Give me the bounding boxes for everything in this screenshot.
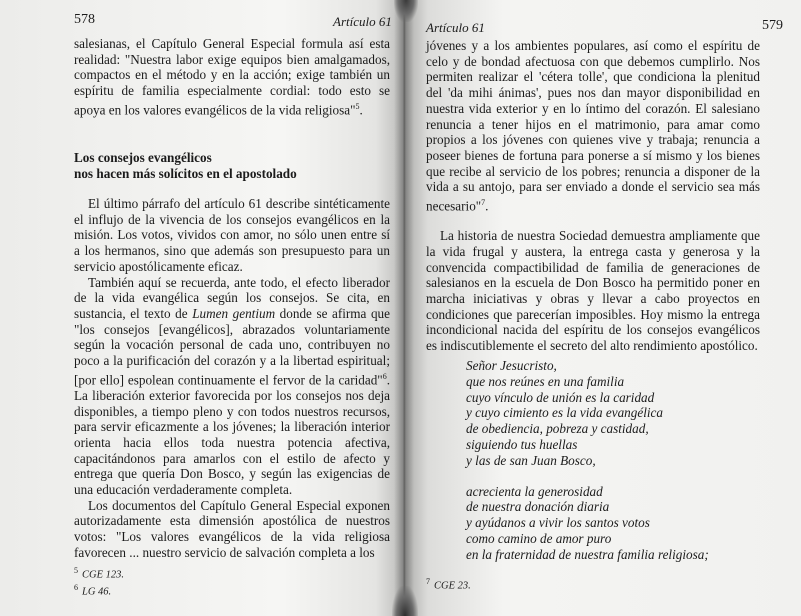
poem-line: Señor Jesucristo, xyxy=(466,358,557,373)
prayer-poem xyxy=(466,358,786,563)
left-footnotes xyxy=(74,565,374,598)
right-footnotes xyxy=(426,576,726,593)
footnote-5-mark: 5 xyxy=(74,566,78,575)
poem-line: y ayúdanos a vivir los santos votos xyxy=(466,515,650,531)
poem-line: de obediencia, pobreza y castidad, xyxy=(466,421,649,437)
book-gutter-shadow xyxy=(394,0,414,616)
left-top-paragraph-text: salesianas, el Capítulo General Especial formula así esta realidad: "Nuestra labor exige equipos bien amalgamados, compactos en el método y en la acción; exige también un espíritu de familia especialmente cordial: todo esto se apoya en los valores evangélicos de la vida religiosa" xyxy=(74,36,390,118)
right-paragraph-2: La historia de nuestra Sociedad demuestra ampliamente que la vida frugal y austera, la entrega casta y generosa y la convencida compactibilidad de familia de generaciones de salesianos en la escuela de Don Bosco ha permitido poner en marcha iniciativas y obras y llevar a cabo proyectos en condiciones que parecerían imposibles. Hoy mismo la entrega incondicional nacida del espíritu de los consejos evangélicos es indiscutiblemente el secreto del alto rendimiento apostólico. xyxy=(426,228,760,354)
section-heading xyxy=(74,150,390,181)
stanza-gap xyxy=(466,469,786,484)
left-paragraph-2-part-c: . La liberación exterior favorecida por los consejos nos deja disponibles, a tiempo pleno y con todos nuestros recursos, para servir eficazmente a los jóvenes; la liberación interior orienta hacia ellos toda nuestra potencia afectiva, capacitándonos para amarlos con el estilo de afecto y entrega que quería Don Bosco, y según las exigencias de una educación verdaderamente completa. xyxy=(74,372,390,498)
footnote-5 xyxy=(74,565,374,582)
left-body xyxy=(74,196,390,561)
footnote-7-text: CGE 23. xyxy=(434,580,471,592)
left-paragraph-3: Los documentos del Capítulo General Especial exponen autorizadamente esta dimensión apostólica de nuestros votos: "Los valores evangélicos de la vida religiosa favorecen ... nuestro servicio de salvación completa a los xyxy=(74,497,390,560)
left-paragraph-1: El último párrafo del artículo 61 describe sintéticamente el influjo de la vivencia de los consejos evangélicos en la misión. Los votos, vividos con amor, no sólo unen entre sí a los hermanos, sino que además son presupuesto para un servicio apostólicamente eficaz. xyxy=(74,196,390,274)
section-heading-line1: Los consejos evangélicos xyxy=(74,150,212,165)
poem-line: acrecienta la generosidad xyxy=(466,483,603,499)
poem-line: en la fraternidad de nuestra familia religiosa; xyxy=(466,546,709,562)
poem-line: cuyo vínculo de unión es la caridad xyxy=(466,389,655,405)
right-page-number: 579 xyxy=(762,18,783,33)
right-page xyxy=(404,0,801,616)
left-top-paragraph: salesianas, el Capítulo General Especial formula así esta realidad: "Nuestra labor exige equipos bien amalgamados, compactos en el método y en la acción; exige también un espíritu de familia especialmente cordial: todo esto se apoya en los valores evangélicos de la vida religiosa"$^5$. xyxy=(74,36,390,118)
left-running-head: Artículo 61 xyxy=(333,14,392,29)
left-paragraph-2-part-b: donde se afirma que "los consejos [evangélicos], abrazados voluntariamente según la vocación personal de cada uno, contribuyen no poco a la purificación del corazón y a la libertad espiritual; [por ello] espolean continuamente el fervor de la caridad" xyxy=(74,305,390,388)
right-body xyxy=(426,38,760,354)
poem-line: de nuestra donación diaria xyxy=(466,499,610,515)
footnote-7-mark: 7 xyxy=(426,577,430,586)
poem-line: siguiendo tus huellas xyxy=(466,436,578,452)
footnote-6-text: LG 46. xyxy=(82,586,112,597)
poem-line: como camino de amor puro xyxy=(466,530,612,546)
footnote-6-mark: 6 xyxy=(74,582,78,592)
binding-notch-bottom xyxy=(392,586,418,616)
section-heading-line2: nos hacen más solícitos en el apostolado xyxy=(74,165,297,181)
binding-notch-top xyxy=(394,0,418,22)
left-paragraph-2 xyxy=(74,275,390,498)
poem-line: que nos reúnes en una familia xyxy=(466,373,625,389)
footnote-ref-5: 5 xyxy=(355,101,360,111)
footnote-ref-7: 7 xyxy=(481,198,486,208)
poem-line: y las de san Juan Bosco, xyxy=(466,452,596,468)
footnote-6 xyxy=(74,582,374,599)
right-running-head: Artículo 61 xyxy=(426,20,485,35)
footnote-ref-6: 6 xyxy=(382,371,387,381)
right-paragraph-1: jóvenes y a los ambientes populares, así como el espíritu de celo y de bondad afectuosa con que debemos cumplirlo. Nos permiten realizar el 'cétera tolle', que condiciona la plenitud del 'da mihi ánimas', pues nos dan mayor disponibilidad en nuestra vida exterior y en lo íntimo del corazón. El salesiano renuncia a tener hijos en el matrimonio, para amar como propios a los jóvenes con quienes vive y trabaja; renuncia a poseer bienes de fortuna para ponerse a sí mismo y los bienes que recibe al servicio de los pobres; renuncia a disponer de la vida a su antojo, para ser enviado a donde el servicio sea más necesario"$^7$. xyxy=(426,38,760,214)
poem-line: y cuyo cimiento es la vida evangélica xyxy=(466,405,664,421)
right-paragraph-1-text: jóvenes y a los ambientes populares, así como el espíritu de celo y de bondad afectuosa con que debemos cumplirlo. Nos permiten realizar el 'cétera tolle', que condiciona la plenitud del 'da mihi ánimas', pues nos dan mayor disponibilidad en nuestra vida exterior y en lo íntimo del corazón. El salesiano renuncia a tener hijos en el matrimonio, para amar como propios a los jóvenes con quienes vive y trabaja; renuncia a poseer bienes de fortuna para ponerse a sí mismo y los bienes que recibe al servicio de los pobres; renuncia a disponer de la vida a su antojo, para ser enviado a donde el servicio sea más necesario" xyxy=(426,38,760,214)
left-page-number: 578 xyxy=(74,12,95,27)
footnote-7 xyxy=(426,576,726,593)
lumen-gentium-title: Lumen gentium xyxy=(192,305,276,321)
left-paragraph-2-part-a: También aquí se recuerda, ante todo, el efecto liberador de la vida evangélica según los consejos. Se cita, en sustancia, el texto de xyxy=(74,274,390,321)
footnote-5-text: CGE 123. xyxy=(82,569,124,581)
